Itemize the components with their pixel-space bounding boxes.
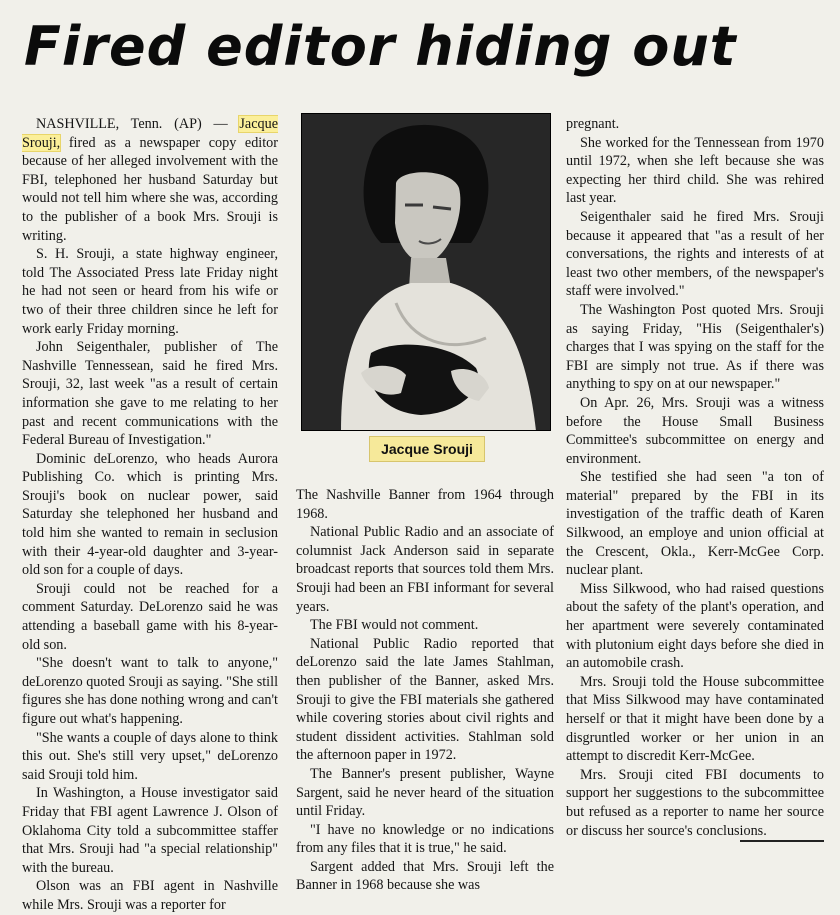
paragraph: In Washington, a House investigator said Friday that FBI agent Lawrence J. Olson of Oklahoma City told a subcommittee staffer that Mrs. Srouji had "a special relationship" with the bureau.	[22, 785, 278, 876]
paragraph: S. H. Srouji, a state highway engineer, told The Associated Press late Friday night he had not seen or heard from his wife or two of their three children since he left for work early Friday morning.	[22, 246, 278, 337]
paragraph: On Apr. 26, Mrs. Srouji was a witness before the House Small Business Committee's subcommittee on energy and environment.	[566, 394, 824, 467]
paragraph: She worked for the Tennessean from 1970 until 1972, when she left because she was expecting her third child. She was rehired last year.	[566, 134, 824, 207]
paragraph: Mrs. Srouji cited FBI documents to support her suggestions to the subcommittee but refused as a reporter to name her source or discuss her source's conclusions.	[566, 766, 824, 839]
lede-text: fired as a newspaper copy editor because of her alleged involvement with the FBI, telephoned her husband Saturday but would not tell him where she was, according to the publisher of a book Mrs. Srouji is writing.	[22, 134, 279, 244]
paragraph-lede	[22, 115, 278, 245]
paragraph: John Seigenthaler, publisher of The Nashville Tennessean, said he fired Mrs. Srouji, 32, last week "as a result of certain information she gave to me relating to her past and recent communications with the Federal Bureau of Investigation."	[22, 339, 278, 449]
photo-caption: Jacque Srouji	[369, 436, 485, 462]
paragraph: National Public Radio and an associate of columnist Jack Anderson said in separate broadcast reports that sources told them Mrs. Srouji had been an FBI informant for several years.	[296, 524, 554, 615]
paragraph: The Washington Post quoted Mrs. Srouji as saying Friday, "His (Seigenthaler's) charges that I was spying on the staff for the FBI are simply not true. As if there was anything to spy on at our newspaper."	[566, 301, 824, 393]
paragraph: National Public Radio reported that deLorenzo said the late James Stahlman, then publisher of the Banner, asked Mrs. Srouji to give the FBI materials she gathered while covering stories about civil rights and student dissident activities. Stahlman sold the afternoon paper in 1972.	[296, 635, 554, 764]
article-column-1	[22, 115, 278, 915]
paragraph: She testified she had seen "a ton of material" prepared by the FBI in its investigation of the traffic death of Karen Silkwood, an employe and union official at the Crescent, Okla., Kerr-McGee Corp. nuclear plant.	[566, 469, 824, 579]
end-rule	[740, 840, 824, 842]
article-column-3	[566, 115, 824, 840]
paragraph: "She wants a couple of days alone to think this out. She's still very upset," deLorenzo said Srouji told him.	[22, 729, 278, 783]
paragraph: "She doesn't want to talk to anyone," deLorenzo quoted Srouji as saying. "She still figures she has done nothing wrong and can't figure out what's happening.	[22, 655, 279, 727]
paragraph: The FBI would not comment.	[310, 617, 479, 634]
highlighted-name: Jacque Srouji,	[22, 116, 279, 151]
paragraph: Olson was an FBI agent in Nashville while Mrs. Srouji was a reporter for	[22, 878, 278, 913]
portrait-photo	[301, 113, 551, 431]
paragraph: Miss Silkwood, who had raised questions about the safety of the plant's operation, and her apartment were severely contaminated with plutonium eight days before she died in an automobile crash.	[566, 580, 824, 672]
paragraph: pregnant.	[566, 116, 620, 132]
paragraph: The Nashville Banner from 1964 through 1968.	[296, 487, 554, 522]
paragraph: Mrs. Srouji told the House subcommittee that Miss Silkwood may have contaminated herself or that it might have been done by a disgruntled worker or her union in an attempt to discredit Kerr-McGee.	[566, 673, 824, 765]
paragraph: Dominic deLorenzo, who heads Aurora Publishing Co. which is printing Mrs. Srouji's book on nuclear power, said Saturday she telephoned her husband and told him she wanted to remain in seclusion with their 4-year-old daughter and 3-year-old son for a couple of days.	[22, 450, 278, 579]
paragraph: Seigenthaler said he fired Mrs. Srouji because it appeared that "as a result of her conversations, the rights and interests of at least two other members, of the newspaper's staff were involved."	[566, 208, 824, 300]
paragraph: The Banner's present publisher, Wayne Sargent, said he never heard of the situation until Friday.	[296, 765, 554, 820]
portrait-illustration	[301, 113, 551, 431]
headline: Fired editor hiding out	[24, 15, 737, 78]
paragraph: Sargent added that Mrs. Srouji left the Banner in 1968 because she was	[296, 858, 554, 894]
article-column-2	[296, 486, 554, 895]
paragraph: Srouji could not be reached for a comment Saturday. DeLorenzo said he was attending a baseball game with his 8-year-old son.	[22, 580, 278, 653]
dateline: NASHVILLE, Tenn. (AP) —	[36, 116, 228, 132]
paragraph: "I have no knowledge or no indications from any files that it is true," he said.	[296, 821, 554, 857]
